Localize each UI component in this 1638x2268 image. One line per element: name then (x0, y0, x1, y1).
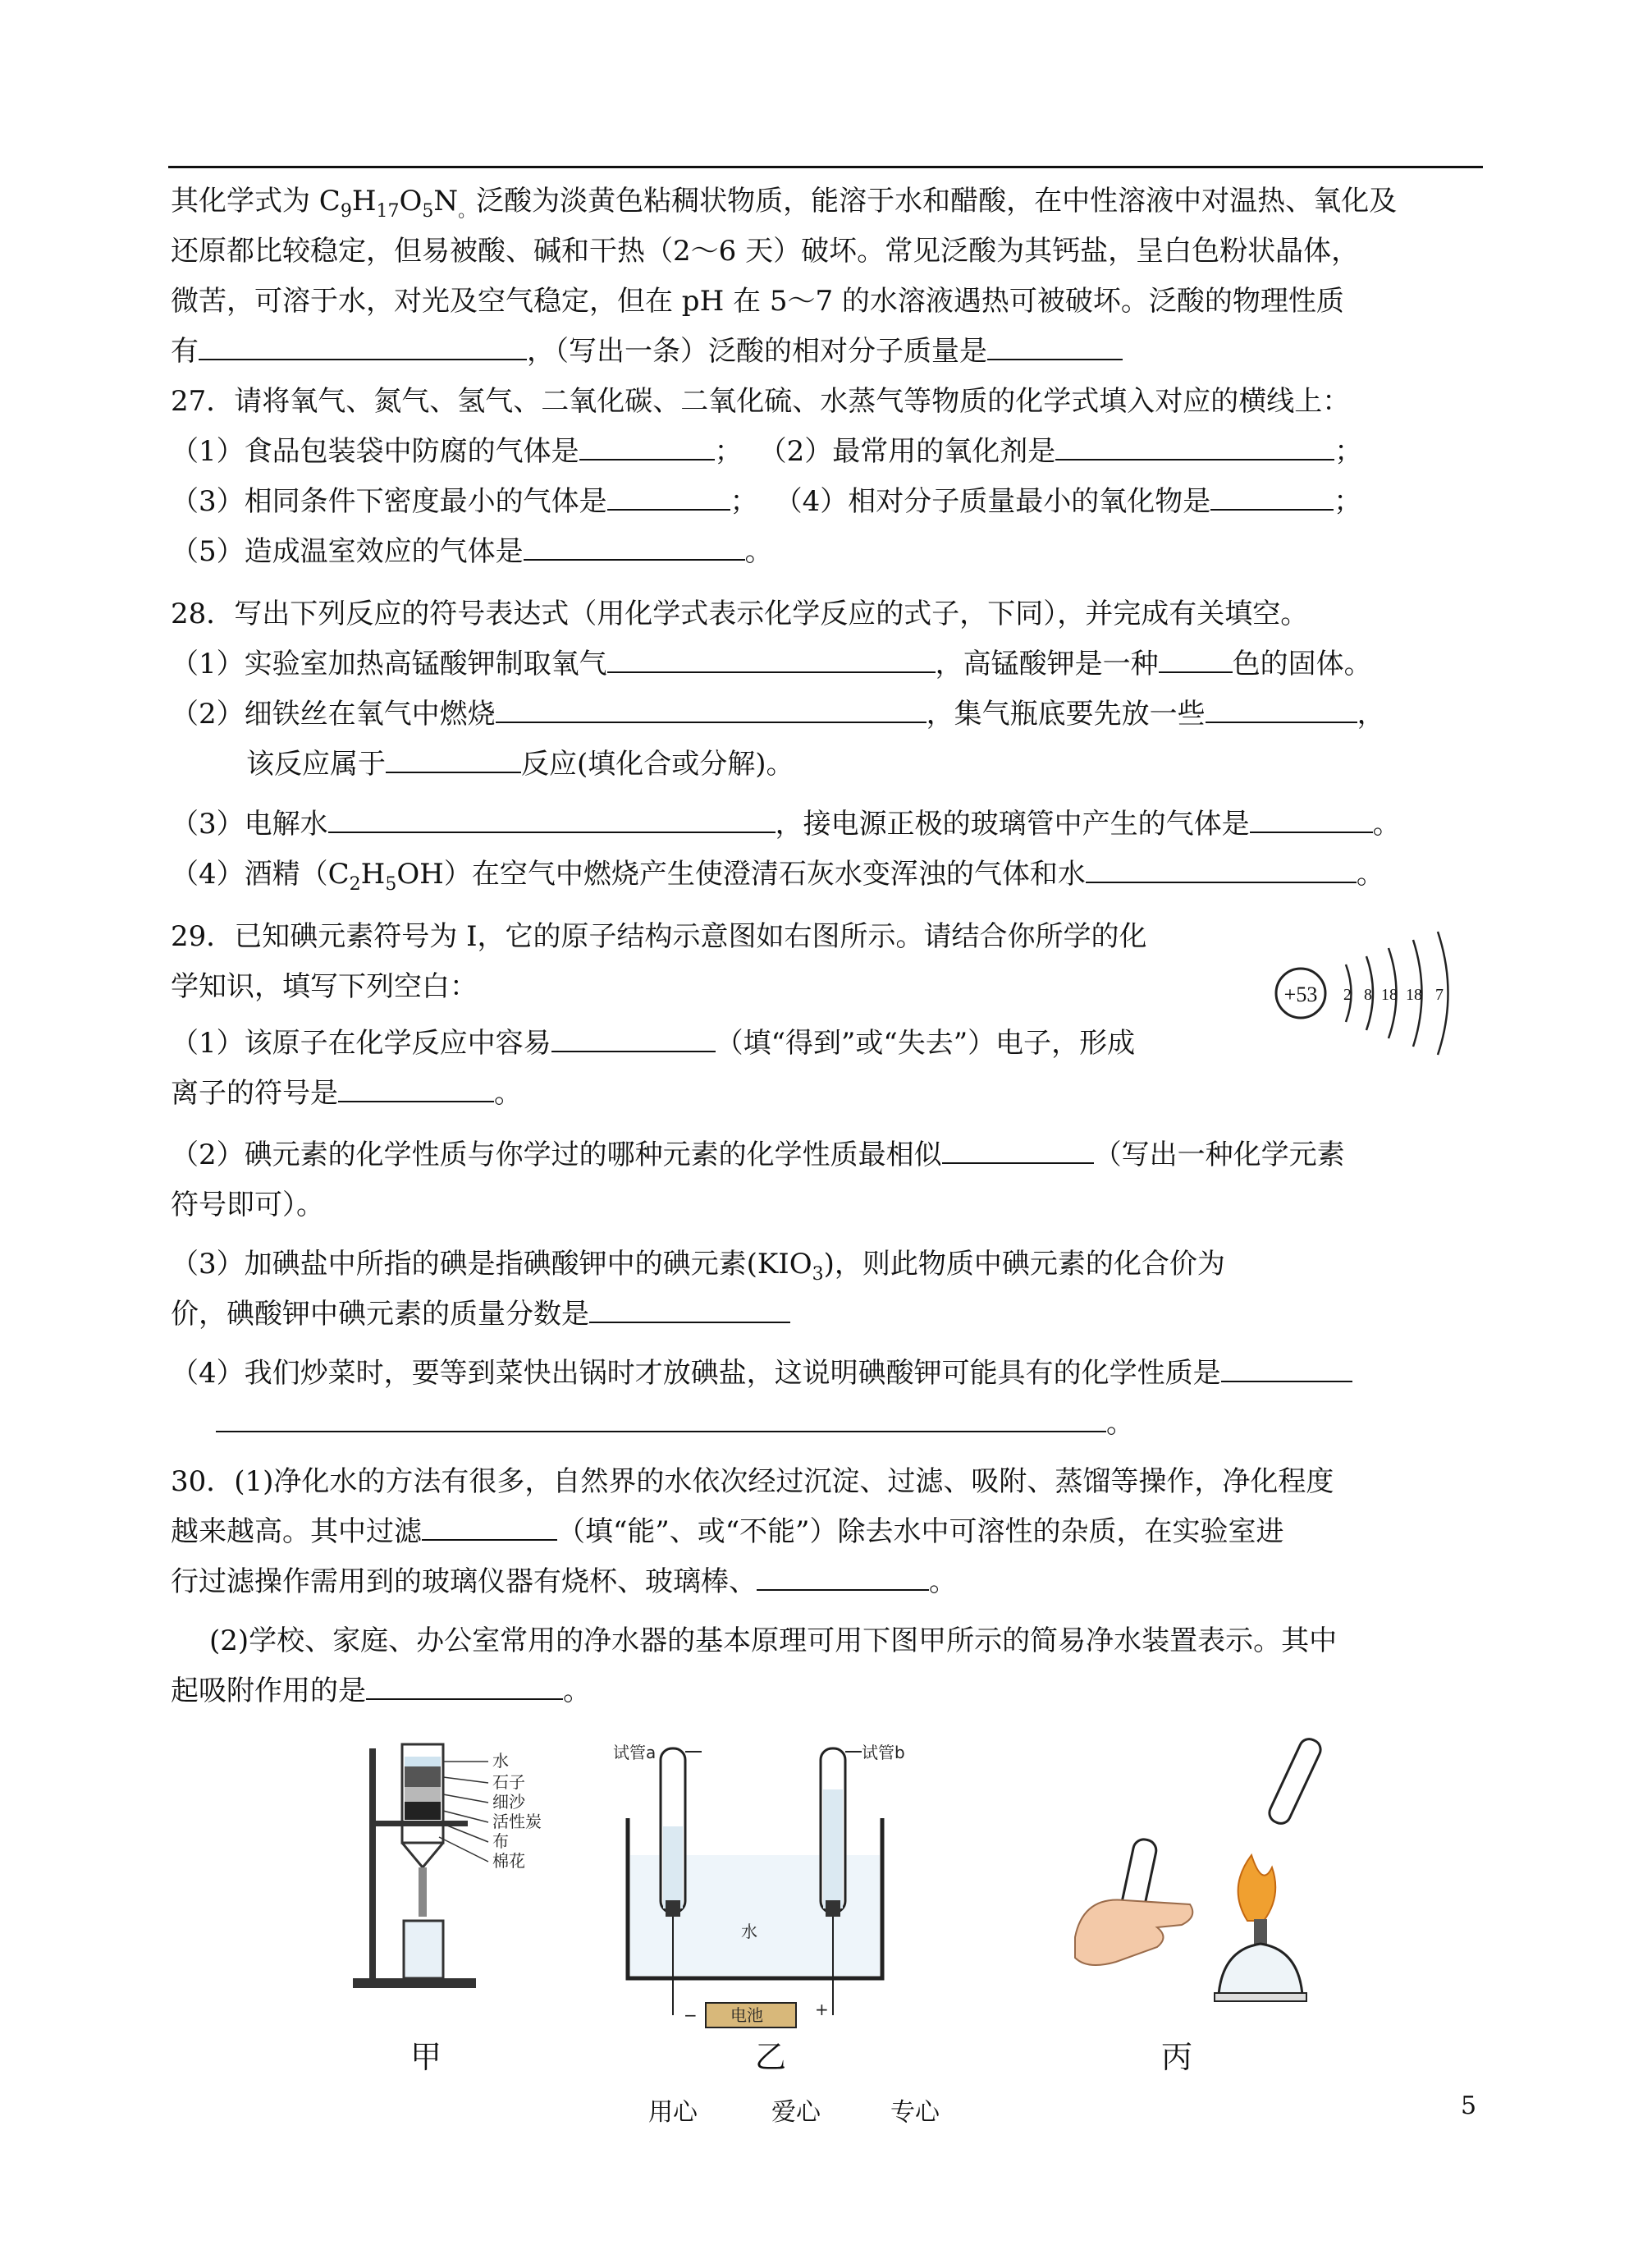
text: 泛酸为淡黄色粘稠状物质，能溶于水和醋酸，在中性溶液中对温热、氧化及 (476, 185, 1398, 218)
text: ，接电源正极的玻璃管中产生的气体是 (775, 808, 1250, 841)
q27-items-3-4 (171, 483, 1361, 520)
page-number: 5 (1461, 2092, 1477, 2120)
text: （4）我们炒菜时，要等到菜快出锅时才放碘盐，这说明碘酸钾可能具有的化学性质是 (171, 1357, 1221, 1390)
q30-line-5 (171, 1672, 591, 1710)
lamp-base (1215, 1993, 1306, 2001)
answer-blank[interactable] (987, 334, 1123, 360)
label-water: 水 (492, 1751, 509, 1771)
q29-item-4 (171, 1354, 1352, 1392)
text: （1）该原子在化学反应中容易 (171, 1027, 551, 1060)
text: （3）电解水 (171, 808, 328, 841)
answer-blank[interactable] (338, 1076, 494, 1102)
q29-item-1 (171, 1024, 1135, 1062)
q29-item-2 (171, 1136, 1345, 1174)
q27-stem: 27．请将氧气、氮气、氢气、二氧化碳、二氧化硫、水蒸气等物质的化学式填入对应的横线上： (171, 385, 1351, 418)
q30-line-3 (171, 1563, 957, 1601)
text: （4）相对分子质量最小的氧化物是 (774, 485, 1211, 518)
label-sand: 细沙 (492, 1792, 525, 1812)
answer-blank[interactable] (199, 334, 527, 360)
iodine-atom-structure-diagram (1268, 919, 1473, 1059)
answer-blank[interactable] (607, 484, 730, 511)
answer-blank[interactable] (496, 697, 927, 723)
answer-blank[interactable] (1210, 484, 1334, 511)
text: ，（写出一条）泛酸的相对分子质量是 (527, 335, 987, 368)
answer-blank[interactable] (1055, 434, 1334, 460)
answer-blank[interactable] (366, 1674, 563, 1700)
footer-word-3: 专心 (890, 2098, 940, 2127)
figure-bing-gas-test (1067, 1732, 1329, 2036)
label-cloth: 布 (492, 1831, 509, 1851)
text: ； (714, 435, 743, 468)
q28-item-4 (171, 855, 1384, 893)
text: ， (1357, 698, 1385, 731)
q29-stem-1: 29．已知碘元素符号为 I，它的原子结构示意图如右图所示。请结合你所学的化 (171, 920, 1147, 953)
q29-item-2-cont: 符号即可）。 (171, 1189, 324, 1221)
text: 越来越高。其中过滤 (171, 1515, 422, 1548)
q28-item-2 (171, 695, 1385, 733)
text: （2）最常用的氧化剂是 (758, 435, 1056, 468)
label-cotton: 棉花 (492, 1851, 525, 1871)
q26-line-3: 微苦，可溶于水，对光及空气稳定，但在 pH 在 5～7 的水溶液遇热可被破坏。泛酸的物理性质 (171, 285, 1344, 318)
answer-blank[interactable] (757, 1565, 929, 1591)
label-tube-b: 试管b (862, 1743, 905, 1762)
footer-word-2: 爱心 (771, 2098, 821, 2127)
subscript: 5 (385, 873, 397, 895)
tube-a-water (663, 1826, 683, 1908)
electrode-a (666, 1900, 680, 1917)
text: 。 (494, 1077, 522, 1110)
q29-item-4-cont (171, 1404, 1134, 1442)
shell-count-2: 8 (1364, 986, 1372, 1004)
text: （3）加碘盐中所指的碘是指碘酸钾中的碘元素(KIO (171, 1248, 812, 1281)
answer-blank[interactable] (1250, 807, 1373, 833)
text: 该反应属于 (246, 748, 386, 781)
answer-blank[interactable] (551, 1026, 716, 1052)
shell-count-1: 2 (1343, 986, 1352, 1004)
answer-blank[interactable] (386, 747, 521, 773)
water-layer (405, 1757, 441, 1766)
answer-blank[interactable] (607, 647, 936, 673)
figure-yi-caption: 乙 (755, 2039, 787, 2075)
text: ； (730, 485, 758, 518)
alcohol-lamp (1219, 1944, 1302, 1995)
bottle-neck (402, 1843, 443, 1867)
answer-blank[interactable] (589, 1297, 790, 1323)
answer-blank[interactable] (216, 1406, 1106, 1432)
text: （5）造成温室效应的气体是 (171, 535, 524, 568)
answer-blank[interactable] (1206, 697, 1357, 723)
label-battery: 电池 (730, 2005, 763, 2025)
text: 。 (1356, 858, 1384, 891)
nucleus-charge: +53 (1283, 983, 1318, 1006)
text: 。 (1372, 808, 1401, 841)
text: （填“能”、或“不能”）除去水中可溶性的杂质，在实验室进 (557, 1515, 1284, 1548)
text: （2）碘元素的化学性质与你学过的哪种元素的化学性质最相似 (171, 1139, 942, 1171)
text: （写出一种化学元素 (1093, 1139, 1345, 1171)
answer-blank[interactable] (1086, 857, 1357, 883)
text: ； (1334, 435, 1363, 468)
text: （1）食品包装袋中防腐的气体是 (171, 435, 579, 468)
text: 有 (171, 335, 199, 368)
text: ； (1334, 485, 1362, 518)
tube-b-water (823, 1789, 843, 1908)
label-carbon: 活性炭 (492, 1812, 542, 1831)
header-rule (168, 166, 1483, 168)
subscript: 17 (376, 200, 400, 222)
text: （4）酒精（C (171, 858, 350, 891)
label-stone: 石子 (492, 1772, 525, 1792)
label-water: 水 (741, 1922, 757, 1941)
figure-jia-caption: 甲 (410, 2039, 442, 2075)
q28-item-3 (171, 805, 1401, 843)
text: OH）在空气中燃烧产生使澄清石灰水变浑浊的气体和水 (396, 858, 1086, 891)
text: ，高锰酸钾是一种 (935, 648, 1159, 680)
text: 。 (744, 535, 773, 568)
text: 其化学式为 C (171, 185, 341, 218)
outlet-tube (419, 1867, 427, 1917)
figure-jia-water-filter (345, 1732, 566, 2036)
q29-item-3-cont (171, 1295, 790, 1333)
text: （1）实验室加热高锰酸钾制取氧气 (171, 648, 607, 680)
answer-blank[interactable] (1221, 1356, 1352, 1382)
stand-rod (369, 1748, 376, 1982)
label-minus: − (684, 2005, 698, 2025)
text: 起吸附作用的是 (171, 1675, 366, 1707)
q27-items-1-2 (171, 433, 1362, 470)
hand (1075, 1900, 1192, 1965)
sand-layer (405, 1787, 441, 1802)
answer-blank[interactable] (524, 534, 745, 561)
q26-line-1 (171, 182, 1397, 220)
answer-blank[interactable] (942, 1138, 1094, 1164)
stone-layer (405, 1766, 441, 1787)
text: 行过滤操作需用到的玻璃仪器有烧杯、玻璃棒、 (171, 1565, 757, 1598)
text: （3）相同条件下密度最小的气体是 (171, 485, 607, 518)
label-tube-a: 试管a (613, 1743, 657, 1762)
text: N (433, 185, 459, 218)
q26-line-4 (171, 332, 1123, 370)
beaker (404, 1921, 443, 1978)
answer-blank[interactable] (1159, 647, 1233, 673)
text: 反应(填化合或分解)。 (521, 748, 794, 781)
electrode-b (826, 1900, 840, 1917)
text: )，则此物质中碘元素的化合价为 (823, 1248, 1225, 1281)
figure-yi-electrolysis (611, 1732, 923, 2036)
q26-line-2: 还原都比较稳定，但易被酸、碱和干热（2～6 天）破坏。常见泛酸为其钙盐，呈白色粉状晶体， (171, 235, 1360, 268)
q30-line-4: (2)学校、家庭、办公室常用的净水器的基本原理可用下图甲所示的简易净水装置表示。其中 (209, 1624, 1338, 1657)
subscript: 9 (340, 200, 352, 222)
label-plus: + (815, 2000, 829, 2019)
inverted-test-tube (1266, 1736, 1324, 1827)
q28-item-1 (171, 645, 1372, 683)
answer-blank[interactable] (579, 434, 715, 460)
text: 价，碘酸钾中碘元素的质量分数是 (171, 1298, 589, 1331)
text: O (399, 185, 423, 218)
figure-bing-caption: 丙 (1161, 2039, 1193, 2075)
subscript: 2 (349, 873, 361, 895)
q29-item-3 (171, 1245, 1225, 1283)
subscript: 。 (458, 200, 477, 222)
text: H (360, 858, 386, 891)
text: （填“得到”或“失去”）电子，形成 (715, 1027, 1136, 1060)
shell-count-4: 18 (1406, 986, 1422, 1004)
q30-line-1: 30．(1)净化水的方法有很多，自然界的水依次经过沉淀、过滤、吸附、蒸馏等操作，净化程度 (171, 1465, 1334, 1498)
text: 。 (929, 1565, 957, 1598)
answer-blank[interactable] (328, 807, 776, 833)
text: 。 (563, 1675, 591, 1707)
text: （2）细铁丝在氧气中燃烧 (171, 698, 496, 731)
footer-word-1: 用心 (648, 2098, 698, 2127)
q28-item-2-cont (246, 745, 794, 783)
text: 离子的符号是 (171, 1077, 338, 1110)
text: 色的固体。 (1232, 648, 1372, 680)
answer-blank[interactable] (422, 1514, 557, 1541)
text: H (351, 185, 377, 218)
q28-stem: 28．写出下列反应的符号表达式（用化学式表示化学反应的式子，下同），并完成有关填空。 (171, 598, 1309, 630)
shell-count-5: 7 (1435, 986, 1444, 1004)
subscript: 5 (422, 200, 434, 222)
text: 。 (1106, 1407, 1134, 1440)
text: ，集气瓶底要先放一些 (926, 698, 1206, 731)
q29-item-1-cont (171, 1074, 522, 1112)
subscript: 3 (812, 1263, 824, 1285)
q27-item-5 (171, 533, 773, 570)
flame-icon (1238, 1855, 1276, 1921)
lamp-wick (1254, 1919, 1267, 1944)
q29-stem-2: 学知识，填写下列空白： (171, 970, 478, 1003)
ring-clamp (369, 1821, 468, 1826)
carbon-layer (405, 1802, 441, 1820)
shell-count-3: 18 (1381, 986, 1398, 1004)
q30-line-2 (171, 1513, 1284, 1551)
